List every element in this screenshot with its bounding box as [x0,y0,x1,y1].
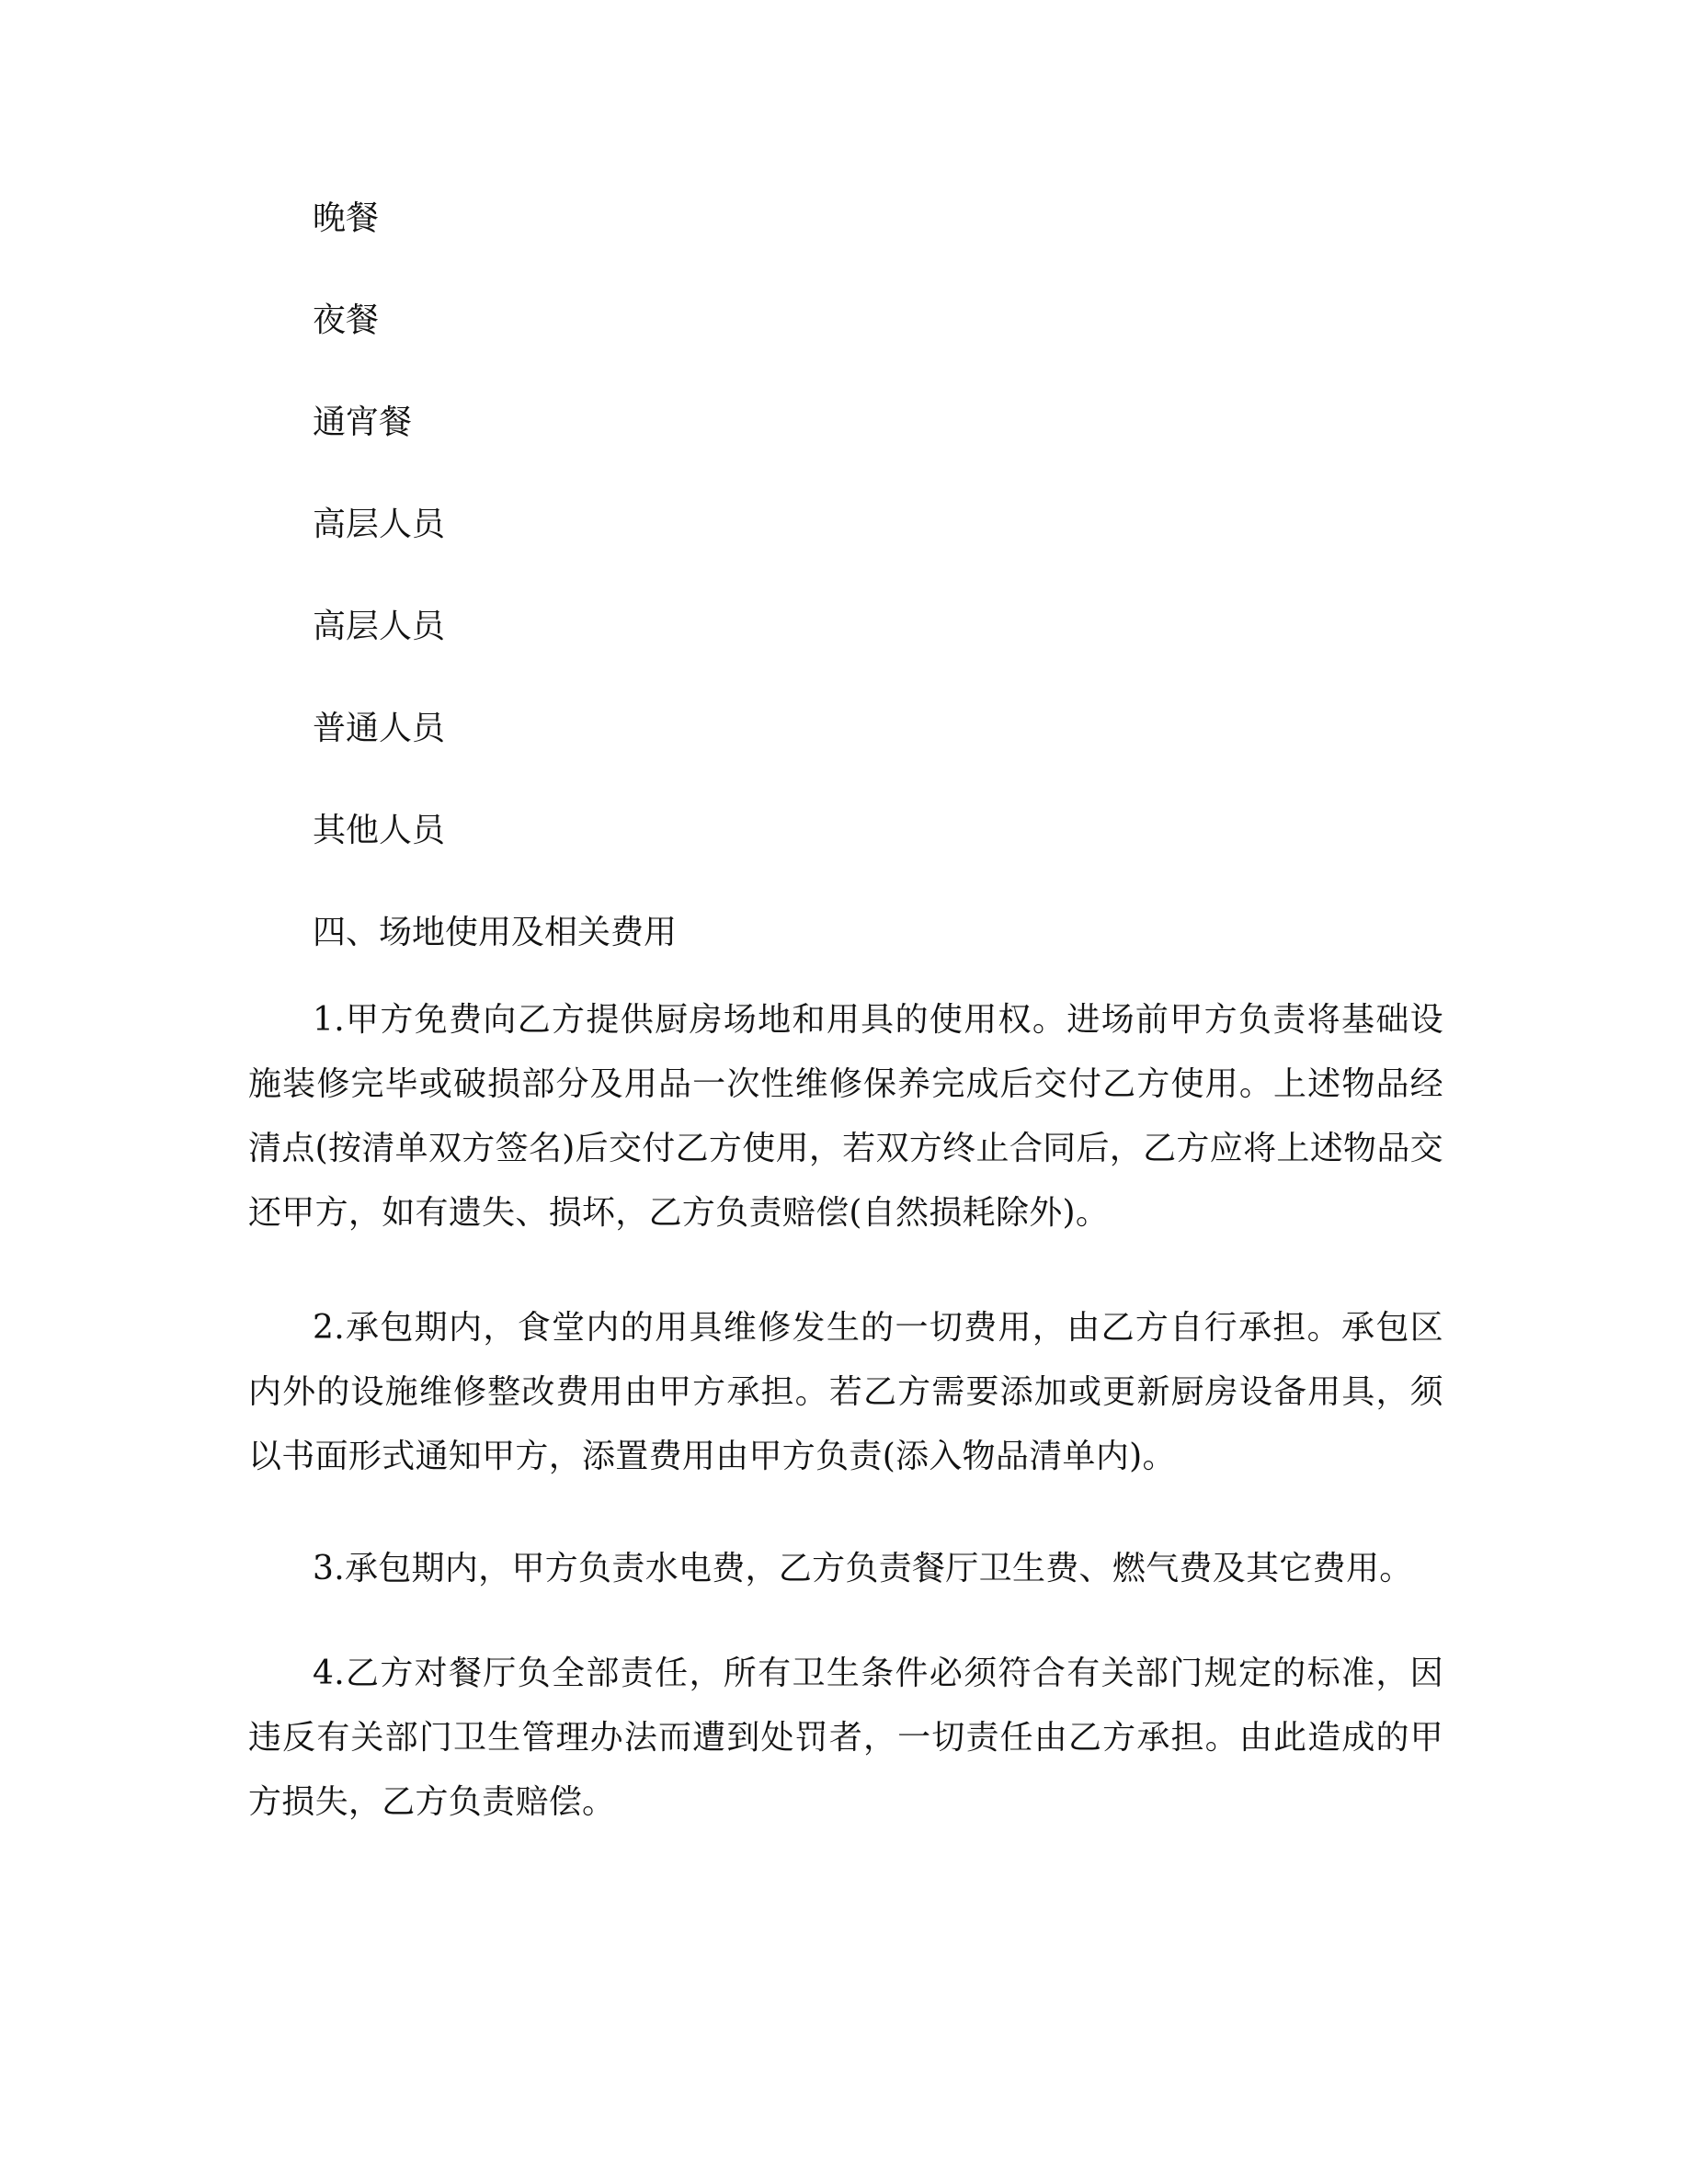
paragraph-3: 3.承包期内，甲方负责水电费，乙方负责餐厅卫生费、燃气费及其它费用。 [313,1550,1413,1587]
list-item-overnight-meal: 通宵餐 [313,404,413,441]
section-heading: 四、场地使用及相关费用 [313,914,678,951]
list-item-senior-staff-2: 高层人员 [313,608,446,645]
paragraph-4: 4.乙方对餐厅负全部责任，所有卫生条件必须符合有关部门规定的标准，因违反有关部门卫生管理办法而遭到处罚者，一切责任由乙方承担。由此造成的甲方损失，乙方负责赔偿。 [248,1655,1443,1821]
list-item-dinner: 晚餐 [313,199,380,237]
paragraph-2: 2.承包期内，食堂内的用具维修发生的一切费用，由乙方自行承担。承包区内外的设施维修整改费用由甲方承担。若乙方需要添加或更新厨房设备用具，须以书面形式通知甲方，添置费用由甲方负责(添入物品清单内)。 [248,1309,1443,1475]
list-item-other-staff: 其他人员 [313,812,446,849]
list-item-senior-staff: 高层人员 [313,506,446,543]
paragraph-1: 1.甲方免费向乙方提供厨房场地和用具的使用权。进场前甲方负责将基础设施装修完毕或破损部分及用品一次性维修保养完成后交付乙方使用。上述物品经清点(按清单双方签名)后交付乙方使用，若双方终止合同后，乙方应将上述物品交还甲方，如有遗失、损坏，乙方负责赔偿(自然损耗除外)。 [248,1001,1443,1232]
list-item-ordinary-staff: 普通人员 [313,710,446,747]
list-item-night-meal: 夜餐 [313,301,380,339]
